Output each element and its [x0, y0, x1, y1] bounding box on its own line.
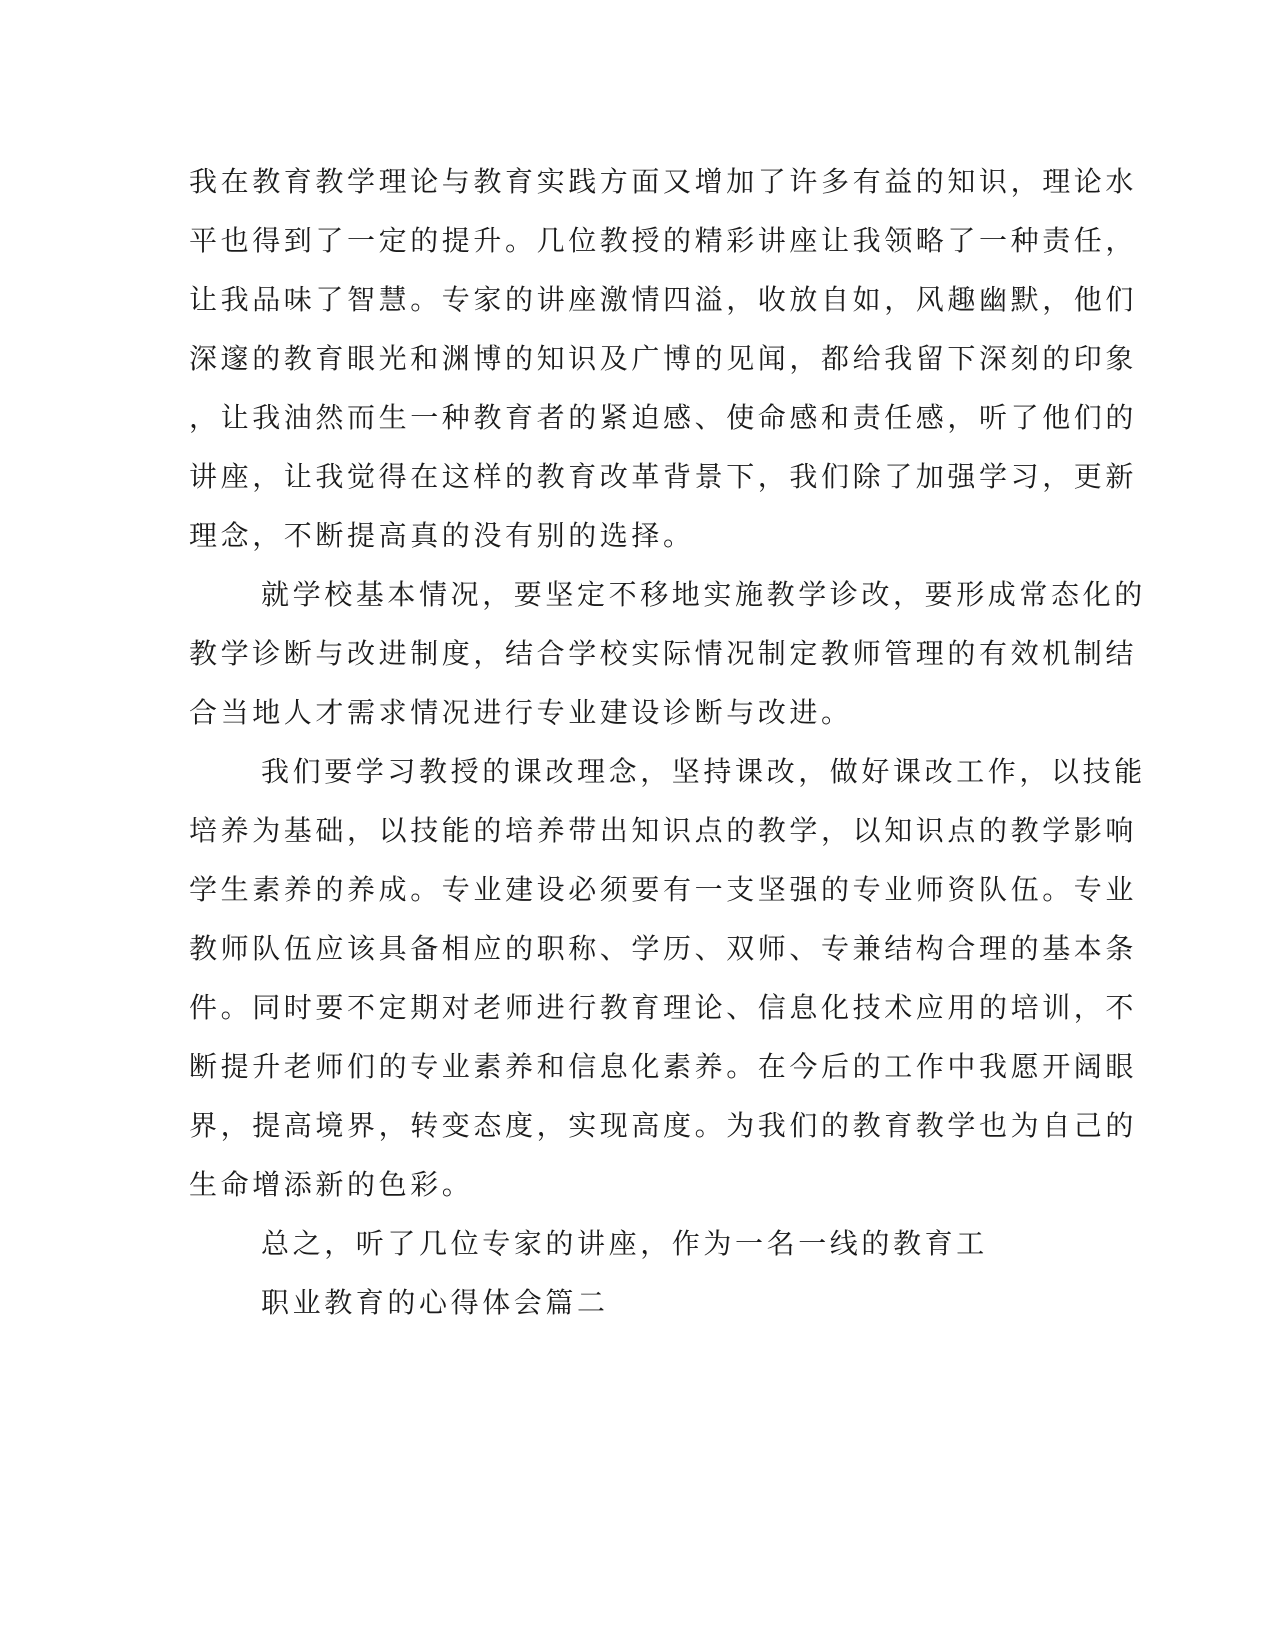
text-line-13: 学生素养的养成。专业建设必须要有一支坚强的专业师资队伍。专业	[189, 873, 1138, 906]
text-line-7: 理念，不断提高真的没有别的选择。	[189, 519, 695, 552]
text-line-10: 合当地人才需求情况进行专业建设诊断与改进。	[189, 696, 853, 729]
text-line-16: 断提升老师们的专业素养和信息化素养。在今后的工作中我愿开阔眼	[189, 1050, 1138, 1083]
paragraph-start-line-19: 总之，听了几位专家的讲座，作为一名一线的教育工	[261, 1227, 988, 1260]
text-line-17: 界，提高境界，转变态度，实现高度。为我们的教育教学也为自己的	[189, 1109, 1138, 1142]
section-heading: 职业教育的心得体会篇二	[261, 1286, 609, 1319]
text-line-6: 讲座，让我觉得在这样的教育改革背景下，我们除了加强学习，更新	[189, 460, 1138, 493]
text-line-15: 件。同时要不定期对老师进行教育理论、信息化技术应用的培训，不	[189, 991, 1138, 1024]
text-line-18: 生命增添新的色彩。	[189, 1168, 474, 1201]
text-line-5: ，让我油然而生一种教育者的紧迫感、使命感和责任感，听了他们的	[189, 401, 1138, 434]
paragraph-start-line-8: 就学校基本情况，要坚定不移地实施教学诊改，要形成常态化的	[261, 578, 1146, 611]
text-line-3: 让我品味了智慧。专家的讲座激情四溢，收放自如，风趣幽默，他们	[189, 283, 1138, 316]
text-line-14: 教师队伍应该具备相应的职称、学历、双师、专兼结构合理的基本条	[189, 932, 1138, 965]
text-line-9: 教学诊断与改进制度，结合学校实际情况制定教师管理的有效机制结	[189, 637, 1138, 670]
paragraph-start-line-11: 我们要学习教授的课改理念，坚持课改，做好课改工作，以技能	[261, 755, 1146, 788]
text-line-4: 深邃的教育眼光和渊博的知识及广博的见闻，都给我留下深刻的印象	[189, 342, 1138, 375]
text-line-1: 我在教育教学理论与教育实践方面又增加了许多有益的知识，理论水	[189, 165, 1138, 198]
text-line-12: 培养为基础，以技能的培养带出知识点的教学，以知识点的教学影响	[189, 814, 1138, 847]
text-line-2: 平也得到了一定的提升。几位教授的精彩讲座让我领略了一种责任，	[189, 224, 1138, 257]
